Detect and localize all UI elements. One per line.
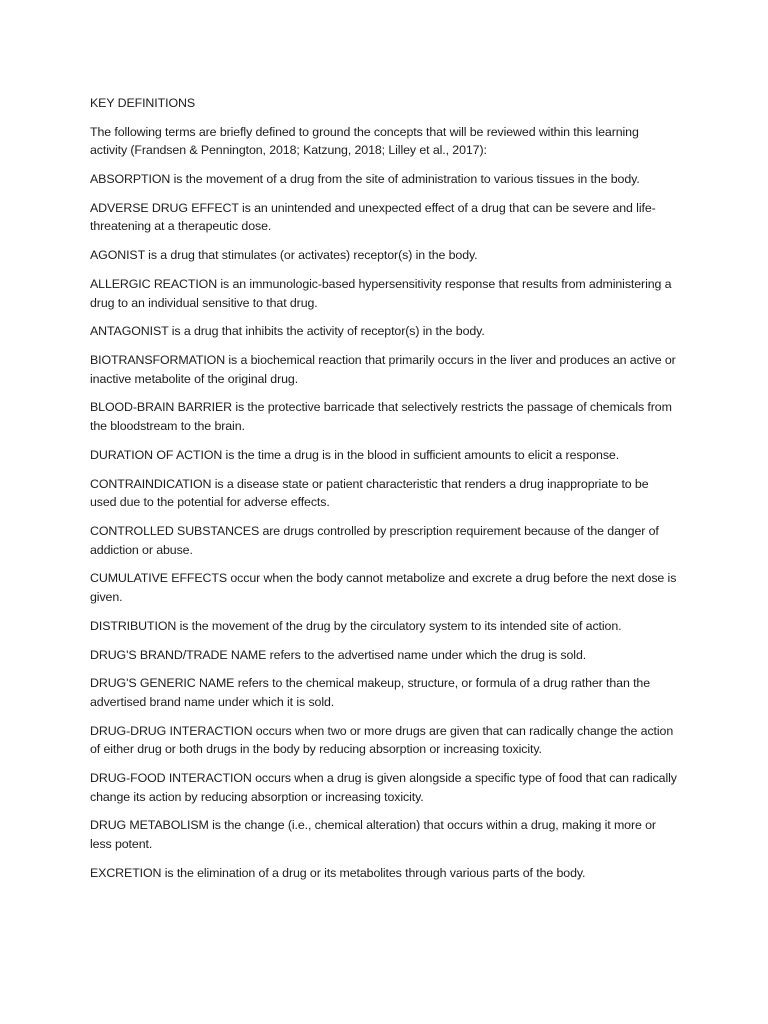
definition-distribution: DISTRIBUTION is the movement of the drug by the circulatory system to its intended site of action. (90, 618, 622, 633)
definition-contraindication: CONTRAINDICATION is a disease state or patient characteristic that renders a drug inappropriate to be used due to the potential for adverse effects. (90, 476, 649, 510)
definition-drug-metabolism: DRUG METABOLISM is the change (i.e., chemical alteration) that occurs within a drug, making it more or less potent. (90, 818, 656, 851)
definition-generic-name: DRUG'S GENERIC NAME refers to the chemical makeup, structure, or formula of a drug rather than the advertised brand name under which it is sold. (90, 676, 651, 709)
definition-drug-food-interaction: DRUG-FOOD INTERACTION occurs when a drug is given alongside a specific type of food that can radically change its action by reducing absorption or increasing toxicity. (90, 771, 677, 804)
intro-paragraph: The following terms are briefly defined to ground the concepts that will be reviewed within this learning activity (Frandsen & Pennington, 2018; Katzung, 2018; Lilley et al., 2017): (90, 124, 639, 158)
definition-blood-brain-barrier: BLOOD-BRAIN BARRIER is the protective barricade that selectively restricts the passage of chemicals from the bloodstream to the brain. (90, 400, 672, 434)
definition-antagonist: ANTAGONIST is a drug that inhibits the activity of receptor(s) in the body. (90, 324, 485, 339)
definition-allergic-reaction: ALLERGIC REACTION is an immunologic-based hypersensitivity response that results from administering a drug to an individual sensitive to that drug. (90, 276, 672, 310)
definition-cumulative-effects: CUMULATIVE EFFECTS occur when the body cannot metabolize and excrete a drug before the next dose is given. (90, 571, 677, 604)
definition-agonist: AGONIST is a drug that stimulates (or activates) receptor(s) in the body. (90, 248, 478, 263)
section-heading: KEY DEFINITIONS (90, 96, 195, 110)
definition-biotransformation: BIOTRANSFORMATION is a biochemical reaction that primarily occurs in the liver and produces an active or inactive metabolite of the original drug. (90, 353, 676, 386)
definition-brand-trade-name: DRUG'S BRAND/TRADE NAME refers to the advertised name under which the drug is sold. (90, 647, 587, 662)
definition-absorption: ABSORPTION is the movement of a drug from the site of administration to various tissues in the body. (90, 171, 640, 186)
definition-drug-drug-interaction: DRUG-DRUG INTERACTION occurs when two or more drugs are given that can radically change the action of either drug or both drugs in the body by reducing absorption or increasing toxicity. (90, 723, 674, 757)
definition-adverse-drug-effect: ADVERSE DRUG EFFECT is an unintended and unexpected effect of a drug that can be severe and life-threatening at a therapeutic dose. (90, 200, 656, 234)
document-body (90, 94, 678, 893)
definition-duration-of-action: DURATION OF ACTION is the time a drug is in the blood in sufficient amounts to elicit a response. (90, 447, 620, 462)
definition-controlled-substances: CONTROLLED SUBSTANCES are drugs controlled by prescription requirement because of the danger of addiction or abuse. (90, 523, 659, 557)
definition-excretion: EXCRETION is the elimination of a drug or its metabolites through various parts of the body. (90, 865, 586, 880)
